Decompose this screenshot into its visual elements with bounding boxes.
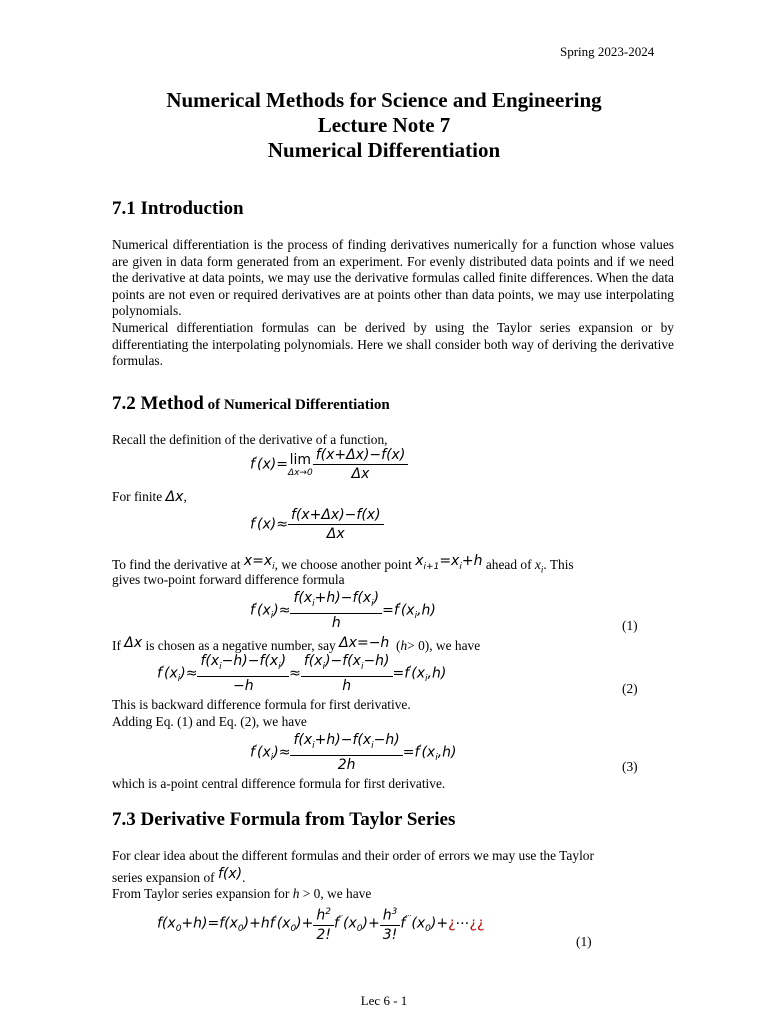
equation-taylor-expansion: $f(x_0+h)=f(x_0)+hf'(x_0)+$ $\frac{h^2}{2!}$ $f''(x_0)+$ $\frac{h^3}{3!}$ $f'''(x_0)+¿\cdots¿¿$ bbox=[157, 903, 484, 944]
intro-paragraph-1: Numerical differentiation is the process of finding derivatives numerically for a function whose values are given in data form generated from an experiment. For evenly distributed data points and if we need the derivative at data points, we may use the derivative formulas called finite differences. When the data points are not even or required derivatives are at points other than data points, we may use interpolating polynomials. bbox=[112, 237, 674, 319]
topic-title: Numerical Differentiation bbox=[267, 138, 501, 162]
page-footer: Lec 6 - 1 bbox=[360, 993, 408, 1008]
equation-backward-difference: $f'(x_i)\approx$ $\frac{f(x_i-h)-f(x_i)}{-h}$ ≈ $\frac{f(x_i)-f(x_i-h)}{h}$ $=f'(x_i,h)$ bbox=[157, 653, 447, 694]
equation-derivative-definition: f′(x)= lim Δx→0 $\frac{f(x+\Delta x)-f(x)}{\Delta x}$ bbox=[250, 446, 408, 483]
equation-number-4: (1) bbox=[576, 934, 592, 949]
equation-number-2: (2) bbox=[622, 681, 638, 696]
negative-step-text: If Δx is chosen as a negative number, say Δx=−h (h> 0), we have bbox=[112, 635, 481, 653]
recall-text: Recall the definition of the derivative of a function, bbox=[112, 432, 388, 447]
if-text-a: If bbox=[112, 638, 121, 653]
section-heading-introduction: 7.1 Introduction bbox=[112, 198, 244, 219]
find-text-a: To find the derivative at bbox=[112, 557, 241, 572]
semester-label: Spring 2023-2024 bbox=[560, 44, 655, 59]
equation-forward-difference: $f'(x_i)\approx$ $\frac{f(x_i+h)-f(x_i)}{h}$ $=f'(x_i,h)$ bbox=[250, 590, 436, 631]
point-xi1-expr: $x_{i+1}=x_i+h$ bbox=[415, 553, 483, 572]
delta-x-symbol: Δx bbox=[165, 489, 184, 505]
lecture-title: Lecture Note 7 bbox=[317, 113, 451, 137]
find-text-d: . This bbox=[543, 557, 574, 572]
point-xi-expr: $x=x_i$ bbox=[243, 553, 275, 572]
negative-h-expr: Δx=−h bbox=[339, 635, 390, 651]
backward-text: This is backward difference formula for first derivative. bbox=[112, 697, 411, 712]
finite-text-post: , bbox=[183, 489, 187, 504]
taylor-text-3a: From Taylor series expansion for bbox=[112, 886, 290, 901]
finite-text bbox=[112, 489, 187, 505]
taylor-text-2a: series expansion of bbox=[112, 870, 215, 885]
fx-expr: f(x) bbox=[218, 866, 243, 882]
taylor-text-1: For clear idea about the different formulas and their order of errors we may use the Taylor bbox=[112, 848, 594, 863]
taylor-text-2b: . bbox=[242, 870, 246, 885]
section-heading-method bbox=[112, 393, 390, 415]
course-title: Numerical Methods for Science and Engineering bbox=[166, 88, 602, 112]
section-heading-method-rest: of Numerical Differentiation bbox=[203, 397, 390, 413]
section-heading-method-main: 7.2 Method bbox=[112, 393, 204, 414]
equation-central-difference: $f'(x_i)\approx$ $\frac{f(x_i+h)-f(x_i-h)}{2h}$ $=f'(x_i,h)$ bbox=[250, 732, 457, 773]
finite-text-pre: For finite bbox=[112, 489, 163, 504]
taylor-text-3b: > 0, we have bbox=[302, 886, 372, 901]
find-derivative-text: To find the derivative at $x=x_i$, we choose another point $x_{i+1}=x_i+h$ ahead of $x_i$. This bbox=[112, 553, 574, 575]
gives-forward-text: gives two-point forward difference formula bbox=[112, 572, 345, 587]
central-text: which is a-point central difference formula for first derivative. bbox=[112, 776, 446, 791]
title-block bbox=[0, 88, 768, 163]
intro-paragraph-2: Numerical differentiation formulas can be derived by using the Taylor series expansion or by differentiating the interpolating polynomials. Here we shall consider both way of deriving the derivative formulas. bbox=[112, 320, 674, 369]
if-text-c: > 0), we have bbox=[407, 638, 481, 653]
delta-x-symbol-2: Δx bbox=[124, 635, 143, 651]
equation-number-1: (1) bbox=[622, 618, 638, 633]
equation-derivative-approx: f′(x)≈ $\frac{f(x+\Delta x)-f(x)}{\Delta x}$ bbox=[250, 506, 384, 543]
if-text-b: is chosen as a negative number, say bbox=[145, 638, 336, 653]
equation-number-3: (3) bbox=[622, 759, 638, 774]
taylor-text-2 bbox=[112, 866, 246, 886]
adding-text: Adding Eq. (1) and Eq. (2), we have bbox=[112, 714, 307, 729]
find-text-c: ahead of bbox=[485, 557, 532, 572]
taylor-text-3: From Taylor series expansion for h > 0, we have bbox=[112, 886, 372, 901]
section-heading-taylor: 7.3 Derivative Formula from Taylor Series bbox=[112, 809, 456, 830]
find-text-b: , we choose another point bbox=[274, 557, 412, 572]
